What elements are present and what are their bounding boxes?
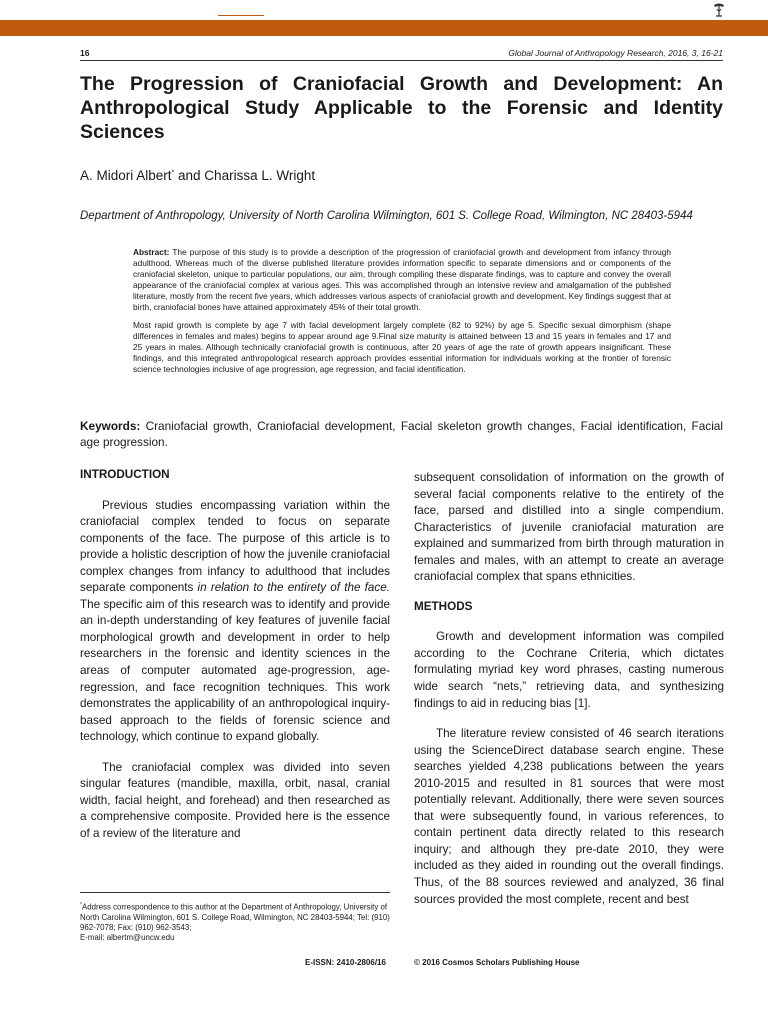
abstract-paragraph-1 [133, 247, 671, 314]
journal-top-bar [0, 0, 768, 36]
top-link-underline[interactable] [218, 15, 264, 16]
header-rule [80, 60, 723, 61]
intro-paragraph-1 [80, 498, 390, 746]
footer-copyright: © 2016 Cosmos Scholars Publishing House [414, 958, 580, 967]
methods-paragraph-1: Growth and development information was compiled according to the Cochrane Criteria, which dictates formulating myriad key word phrases, casting numerous wide search “nets,” retrieving data, and synthesizing findings to aid in reducing bias [1]. [414, 630, 724, 710]
authors-line [80, 168, 315, 183]
top-bar-blank-strip [0, 0, 768, 20]
abstract-paragraph-2: Most rapid growth is complete by age 7 with facial development largely complete (82 to 92%) by age 5. Specific sexual dimorphism (shape differences in females and males) begins to appear around age 9.Final size maturity is attained between 13 and 15 years in females and 17 and 25 years in males. Although technically craniofacial growth is continuous, after 20 years of age the rate of growth appears insignificant. These findings, and this integrated anthropological research approach provides essential information for individuals working at the frontier of forensic science technologies inclusive of age progression, age regression, and facial identification. [133, 319, 671, 374]
footnote [80, 900, 392, 943]
abstract-label: Abstract: [133, 247, 170, 257]
right-column [414, 470, 724, 922]
methods-heading: METHODS [414, 599, 473, 613]
left-column [80, 467, 390, 856]
intro-paragraph-continued: subsequent consolidation of information on the growth of several facial components relative to the entirety of the face, parsed and distilled into a single compendium. Characteristics of juvenile craniofacial maturation are explained and summarized from birth through maturation in females and males, with an attempt to create an average craniofacial complex that spans ethnicities. [414, 471, 724, 584]
keywords-block [80, 418, 723, 450]
footnote-text: Address correspondence to this author at the Department of Anthropology, University of North Carolina Wilmington, 601 S. College Road, Wilmington, NC 28403-5944; Tel: (910) 962-7078; Fax: (910) 962-3543; [80, 902, 390, 933]
article-title: The Progression of Craniofacial Growth and Development: An Anthropological Study Applicable to the Forensic and Identity Sciences [80, 73, 723, 143]
intro-p1-a: Previous studies encompassing variation within the craniofacial complex tended to focus on separate components of the face. The purpose of this article is to provide a holistic description of how the juvenile craniofacial complex changes from infancy to adulthood that includes separate components [80, 498, 390, 595]
abstract-text-1: The purpose of this study is to provide a description of the progression of craniofacial growth and development from infancy through adulthood. Whereas much of the diverse published literature provides information specific to separate dimensions and or components of the craniofacial skeleton, unique to particular populations, our aim, through compiling these disparate findings, was to capture and convey the overall appearance of the craniofacial complex at various ages. This was accomplished through an intensive review and amalgamation of the published literature, mostly from the recent five years, which addresses various aspects of craniofacial growth and development. Key findings suggest that at birth, craniofacial bones have attained approximately 45% of their total growth. [133, 247, 671, 313]
affiliation: Department of Anthropology, University of North Carolina Wilmington, 601 S. College Road, Wilmington, NC 28403-5944 [80, 210, 693, 222]
intro-p1-emphasis: in relation to the entirety of the face. [197, 581, 390, 595]
footnote-email[interactable]: E-mail: albertm@uncw.edu [80, 933, 175, 943]
running-head [150, 48, 723, 58]
page-number: 16 [80, 48, 90, 58]
running-head-journal: Global Journal of Anthropology Research, [508, 48, 666, 58]
author-first: A. Midori Albert [80, 168, 172, 183]
running-head-citation: 2016, 3, 16-21 [668, 48, 723, 58]
keywords-label: Keywords: [80, 419, 141, 433]
author-asterisk: * [171, 169, 175, 177]
introduction-heading: INTRODUCTION [80, 468, 170, 481]
abstract-block [133, 247, 671, 381]
publisher-logo-icon [711, 1, 727, 19]
footer-issn: E-ISSN: 2410-2806/16 [305, 958, 386, 967]
methods-paragraph-2: The literature review consisted of 46 search iterations using the ScienceDirect database search engine. These searches yielded 4,238 publications between the years 2010-2015 and resulted in 81 sources that were most potentially relevant. Additionally, there were seven sources that were subsequently found, in various references, to contain pertinent data directly related to this research inquiry; and although they pre-date 2010, they were included as they aided in rounding out the overall findings. Thus, of the 88 sources reviewed and analyzed, 36 final sources provided the most complete, recent and best [414, 727, 724, 906]
intro-paragraph-2: The craniofacial complex was divided into seven singular features (mandible, maxilla, orbit, nasal, cranial width, facial height, and forehead) and then researched as a comprehensive composite. Provided here is the essence of a review of the literature and [80, 760, 390, 840]
footnote-asterisk: * [80, 902, 82, 908]
keywords-text: Craniofacial growth, Craniofacial development, Facial skeleton growth changes, Facial identification, Facial age progression. [80, 419, 723, 449]
intro-p1-b: The specific aim of this research was to identify and provide an in-depth understanding of key features of juvenile facial morphological growth and development in order to help researchers in the forensic and identity sciences in the areas of computer automated age-progression, age-regression, and face recognition techniques. This work demonstrates the applicability of an anthropological inquiry-based approach to the fields of forensic science and technology, which continue to expand globally. [80, 597, 390, 744]
footnote-rule [80, 892, 390, 893]
author-rest: and Charissa L. Wright [174, 168, 316, 183]
